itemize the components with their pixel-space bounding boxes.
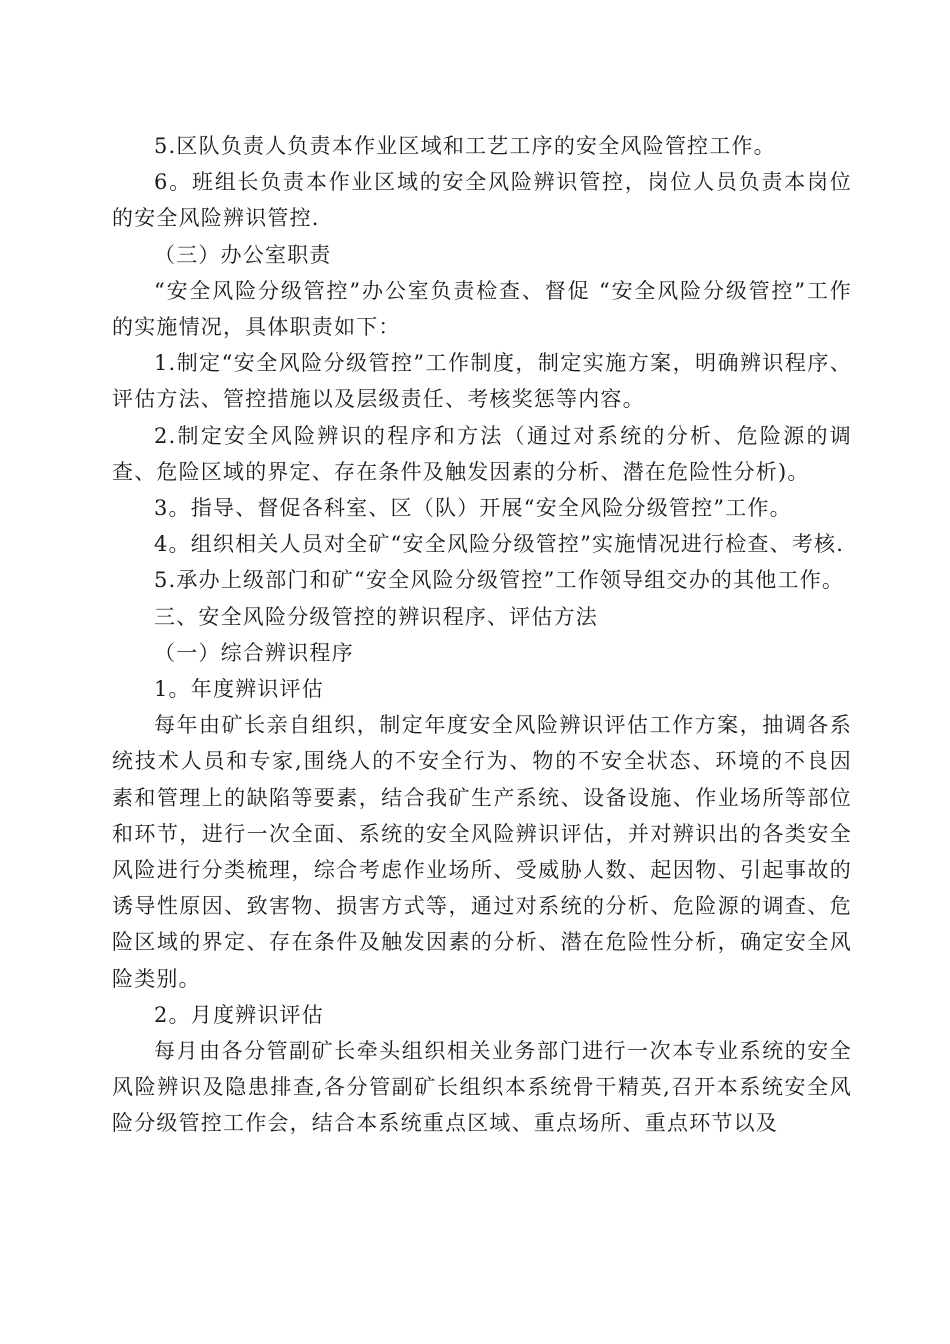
heading-section-three: 三、安全风险分级管控的辨识程序、评估方法 [154,604,598,629]
paragraph-duty-1: 1.制定“安全风险分级管控”工作制度，制定实施方案，明确辨识程序、评估方法、管控措施以及层级责任、考核奖惩等内容。 [112,351,852,412]
paragraph-duty-5: 5.承办上级部门和矿“安全风险分级管控”工作领导组交办的其他工作。 [154,568,845,593]
paragraph-district-team-leader: 5.区队负责人负责本作业区域和工艺工序的安全风险管控工作。 [154,134,776,158]
paragraph-duty-4: 4。组织相关人员对全矿“安全风险分级管控”实施情况进行检查、考核. [154,532,845,557]
heading-office-duties: （三）办公室职责 [154,242,332,267]
paragraph-monthly-assessment: 每月由各分管副矿长牵头组织相关业务部门进行一次本专业系统的安全风险辨识及隐患排查,各分管副矿长组织本系统骨干精英,召开本系统安全风险分级管控工作会，结合本系统重点区域、重点场所、重点环节以及 [112,1039,852,1136]
paragraph-duty-3: 3。指导、督促各科室、区（队）开展“安全风险分级管控”工作。 [154,496,792,521]
paragraph-annual-assessment: 每年由矿长亲自组织，制定年度安全风险辨识评估工作方案，抽调各系统技术人员和专家,围绕人的不安全行为、物的不安全状态、环境的不良因素和管理上的缺陷等要素，结合我矿生产系统、设备设施、作业场所等部位和环节，进行一次全面、系统的安全风险辨识评估，并对辨识出的各类安全风险进行分类梳理，综合考虑作业场所、受威胁人数、起因物、引起事故的诱导性原因、致害物、损害方式等，通过对系统的分析、危险源的调查、危险区域的界定、存在条件及触发因素的分析、潜在危险性分析，确定安全风险类别。 [112,713,852,991]
paragraph-team-leader: 6。班组长负责本作业区域的安全风险辨识管控，岗位人员负责本岗位的安全风险辨识管控. [112,170,852,231]
heading-annual-assessment: 1。年度辨识评估 [154,677,324,702]
document-body [112,128,852,1142]
paragraph-duty-2: 2.制定安全风险辨识的程序和方法（通过对系统的分析、危险源的调查、危险区域的界定、存在条件及触发因素的分析、潜在危险性分析)。 [112,423,852,484]
heading-monthly-assessment: 2。月度辨识评估 [154,1002,324,1027]
paragraph-office-intro: “安全风险分级管控”办公室负责检查、督促 “安全风险分级管控”工作的实施情况，具体职责如下： [112,278,852,340]
heading-comprehensive-identification: （一）综合辨识程序 [154,640,354,665]
